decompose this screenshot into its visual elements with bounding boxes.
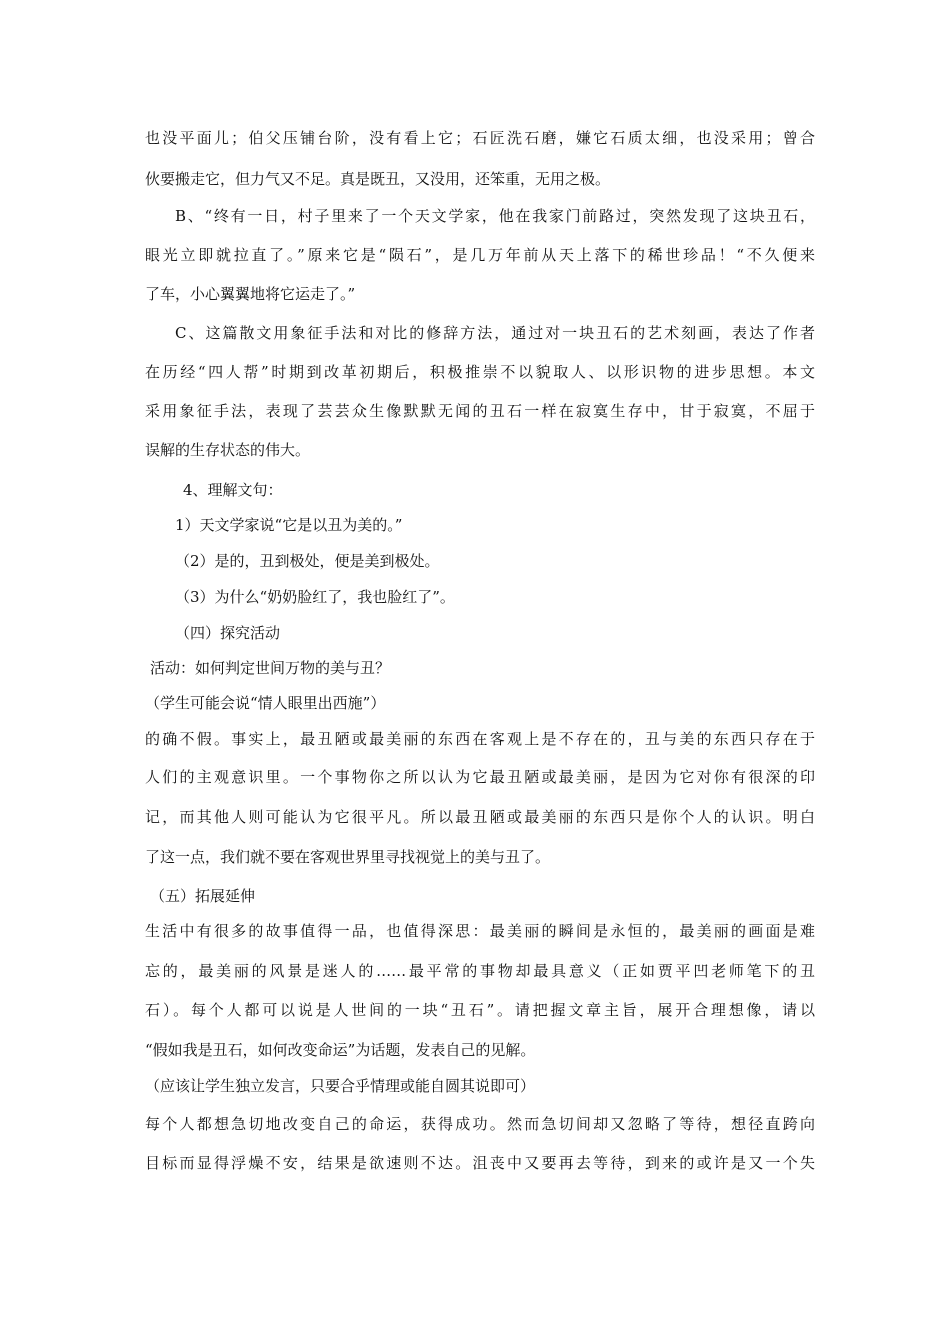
text-line: 伙要搬走它，但力气又不足。真是既丑，又没用，还笨重，无用之极。 — [145, 170, 611, 188]
text-line: 了车，小心翼翼地将它运走了。” — [145, 285, 356, 303]
text-line: 在历经“四人帮”时期到改革初期后，积极推崇不以貌取人、以形识物的进步思想。本文 — [145, 363, 815, 381]
text-line: 也没平面儿；伯父压铺台阶，没有看上它；石匠洗石磨，嫌它石质太细，也没采用；曾合 — [145, 129, 815, 147]
text-line: 人们的主观意识里。一个事物你之所以认为它最丑陋或最美丽，是因为它对你有很深的印 — [145, 768, 815, 786]
text-line: 眼光立即就拉直了。”原来它是“陨石”，是几万年前从天上落下的稀世珍品！“不久便来 — [145, 246, 815, 264]
text-line: （应该让学生独立发言，只要合乎情理或能自圆其说即可） — [145, 1077, 536, 1095]
list-item: 1）天文学家说“它是以丑为美的。” — [175, 516, 403, 534]
text-line: 生活中有很多的故事值得一品，也值得深思：最美丽的瞬间是永恒的，最美丽的画面是难 — [145, 922, 815, 940]
section-heading: （四）探究活动 — [175, 624, 281, 642]
text-line: 石）。每个人都可以说是人世间的一块“丑石”。请把握文章主旨，展开合理想像，请以 — [145, 1001, 815, 1019]
text-line: 活动：如何判定世间万物的美与丑？ — [150, 659, 391, 677]
text-line: 每个人都想急切地改变自己的命运，获得成功。然而急切间却又忽略了等待，想径直跨向 — [145, 1115, 815, 1133]
text-line: B、“终有一日，村子里来了一个天文学家，他在我家门前路过，突然发现了这块丑石， — [175, 207, 815, 225]
text-line: 采用象征手法，表现了芸芸众生像默默无闻的丑石一样在寂寞生存中，甘于寂寞，不屈于 — [145, 402, 815, 420]
list-item: （3）为什么“奶奶脸红了，我也脸红了”。 — [175, 588, 455, 606]
text-line: 的确不假。事实上，最丑陋或最美丽的东西在客观上是不存在的，丑与美的东西只存在于 — [145, 730, 815, 748]
text-line: 误解的生存状态的伟大。 — [145, 441, 311, 459]
text-line: 目标而显得浮燥不安，结果是欲速则不达。沮丧中又要再去等待，到来的或许是又一个失 — [145, 1154, 815, 1172]
text-line: 记，而其他人则可能认为它很平凡。所以最丑陋或最美丽的东西只是你个人的认识。明白 — [145, 808, 815, 826]
text-line: 忘的，最美丽的风景是迷人的……最平常的事物却最具意义（正如贾平凹老师笔下的丑 — [145, 962, 815, 980]
section-heading: （五）拓展延伸 — [150, 887, 256, 905]
text-line: “假如我是丑石，如何改变命运”为话题，发表自己的见解。 — [145, 1041, 536, 1059]
text-line: C、这篇散文用象征手法和对比的修辞方法，通过对一块丑石的艺术刻画，表达了作者 — [175, 324, 815, 342]
section-heading: 4、理解文句： — [183, 481, 283, 499]
text-line: 了这一点，我们就不要在客观世界里寻找视觉上的美与丑了。 — [145, 848, 551, 866]
text-line: （学生可能会说“情人眼里出西施”） — [145, 694, 386, 712]
list-item: （2）是的，丑到极处，便是美到极处。 — [175, 552, 440, 570]
